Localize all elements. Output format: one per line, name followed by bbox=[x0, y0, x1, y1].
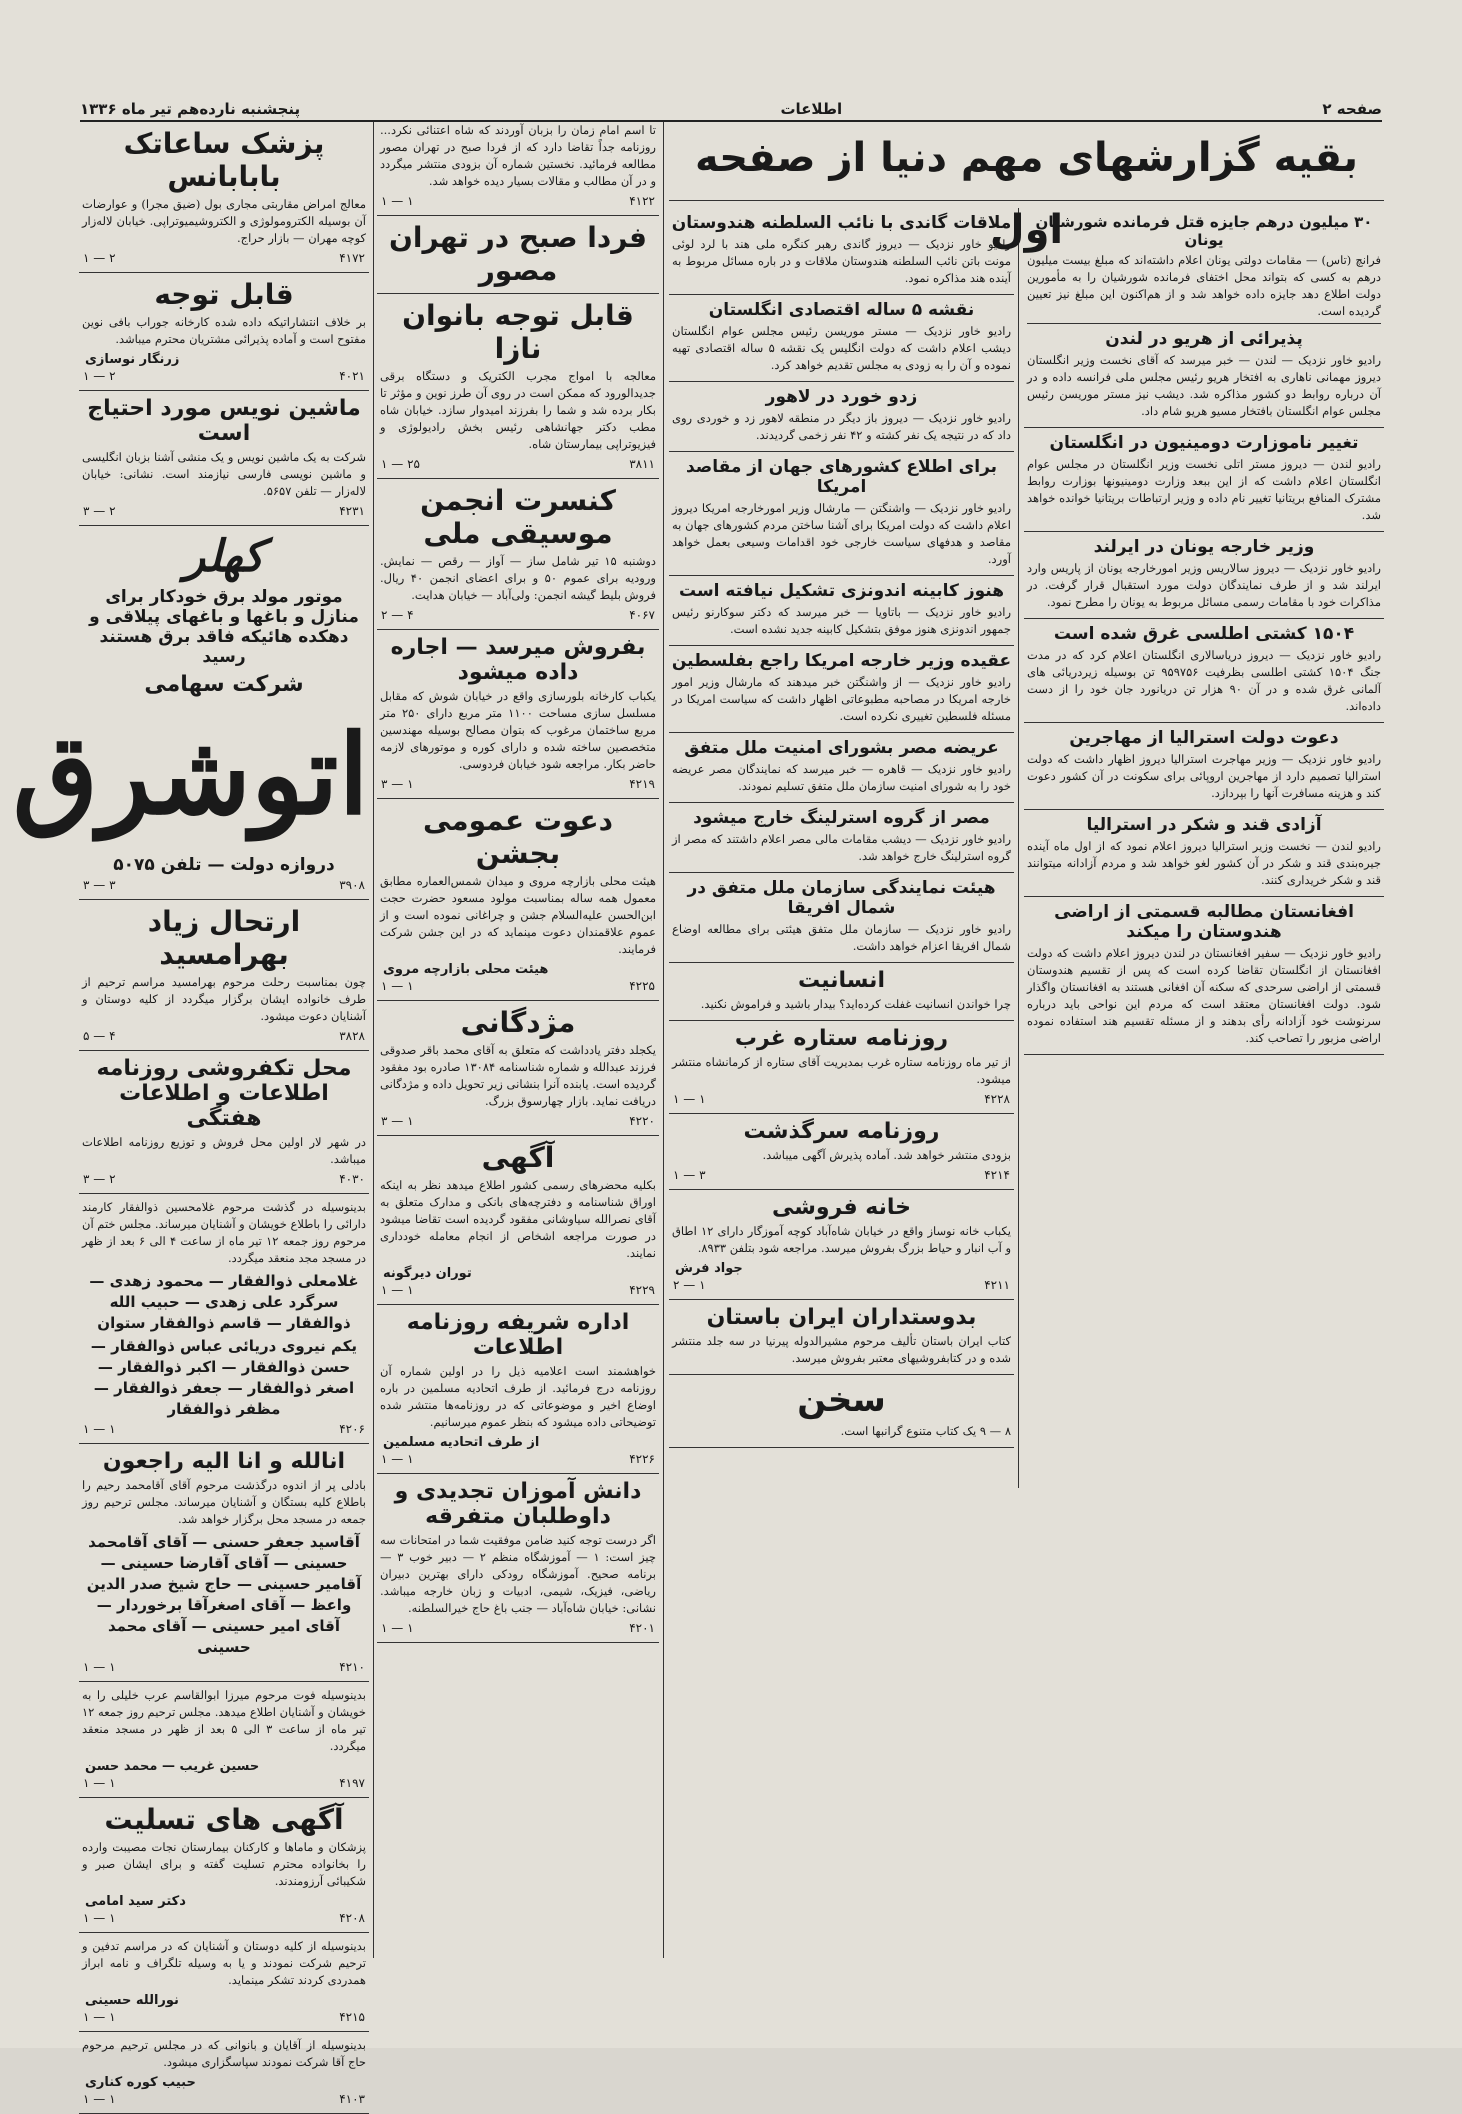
story-text: رادیو خاور نزدیک — از واشنگتن خبر میدهند که مارشال وزیر امور خارجه امریکا در مصاحبه مطبوعاتی اظهار داشت که سیاست امریکا در مسئله فلسطین تغییری نکرده است. bbox=[672, 675, 1011, 723]
ad-number: ۱ — ۱ bbox=[381, 1452, 414, 1466]
story-text: رادیو لندن — دیروز مستر اتلی نخست وزیر انگلستان در مجلس عوام انگلستان اعلام داشت که از این ببعد وزارت دومینیونها بوزارت روابط مشترک المنافع بریتانیا تغییر نام داده و وزیر ارتباطات بریتانیا خوانده خواهد شد. bbox=[1027, 457, 1381, 522]
ad-title: ارتحال زیاد بهرامسید bbox=[147, 905, 301, 971]
lead-story-text: فرانچ (تاس) — مقامات دولتی یونان اعلام داشته‌اند که مبلغ بیست میلیون درهم به کسی که بتواند محل اختفای فرمانده شورشیان را به مأمورین دولت اطلاع دهد جایزه داده خواهد شد و از هم‌اکنون این مبلغ نیز تعیین گردیده است. bbox=[1027, 252, 1381, 324]
ad-text: اگر درست توجه کنید ضامن موفقیت شما در امتحانات سه چیز است: ۱ — آموزشگاه منظم ۲ — دبیر خوب ۳ — برنامه صحیح. آموزشگاه رودکی دارای بهترین دبیران ریاضی، فیزیک، شیمی، ادبیات و زبان خارجه میباشد. نشانی: خیابان شاه‌آباد — جنب باغ حاج خیرالسلطنه. bbox=[380, 1533, 656, 1615]
ad-text: بدینوسیله از کلیه دوستان و آشنایان که در مراسم تدفین و ترحیم شرکت نمودند و یا به وسیله تلگراف و نامه ابراز همدردی کردند تشکر مینماید. bbox=[82, 1939, 366, 1987]
story-text: رادیو خاور نزدیک — دیشب مقامات مالی مصر اعلام داشتند که مصر از گروه استرلینگ خارج خواهد شد. bbox=[672, 832, 1011, 863]
ad-code: ۴۲۱۹ bbox=[629, 777, 655, 791]
notice-title: سخن bbox=[797, 1380, 886, 1420]
ad-code: ۴۲۰۸ bbox=[339, 1911, 365, 1925]
ad-ref bbox=[83, 1172, 365, 1186]
date-line: پنجشنبه نارده‌هم تیر ماه ۱۳۳۶ bbox=[80, 100, 301, 118]
ad-text: خواهشمند است اعلامیه ذیل را در اولین شماره آن روزنامه درج فرمائید. از طرف اتحادیه مسلمین در باره اوضاع اخیر و موضوعاتی که در روزنامه‌ها منتشر شده توضیحاتی داده میشود که بنظر عموم میرسانیم. bbox=[380, 1364, 656, 1429]
notice-block bbox=[669, 968, 1014, 1021]
ad-block bbox=[79, 1056, 369, 1194]
ad-block bbox=[79, 1449, 369, 1682]
notice-ref bbox=[673, 1092, 1010, 1106]
ad-code: ۳۸۲۸ bbox=[339, 1029, 365, 1043]
notice-text: کتاب ایران باستان تألیف مرحوم مشیرالدوله پیرنیا در سه جلد منتشر شده و در کتابفروشیهای معتبر بفروش میرسد. bbox=[672, 1334, 1011, 1365]
ad-code: ۴۰۶۷ bbox=[629, 608, 655, 622]
ad-title: قابل توجه bbox=[154, 278, 294, 311]
ad-title: محل تکفروشی روزنامه اطلاعات و اطلاعات هفتگی bbox=[96, 1056, 352, 1131]
ad-ref bbox=[83, 2092, 365, 2106]
ad-block bbox=[377, 1141, 659, 1305]
ad-ref bbox=[381, 194, 655, 208]
ad-signature: از طرف اتحادیه مسلمین bbox=[383, 1435, 540, 1450]
ad-signature: حسین غریب — محمد حسن bbox=[85, 1759, 260, 1774]
story-text: رادیو خاور نزدیک — مستر موریسن رئیس مجلس عوام انگلستان دیشب اعلام داشت که دولت انگلیس یک نقشه ۵ ساله اقتصادی تهیه نموده و آن را به زودی به مجلس تقدیم خواهد کرد. bbox=[672, 324, 1011, 372]
ad-number: ۱ — ۱ bbox=[83, 1911, 116, 1925]
ad-block bbox=[79, 1938, 369, 2032]
notice-ref bbox=[673, 1278, 1010, 1292]
notice-block bbox=[669, 1119, 1014, 1190]
ad-code: ۴۰۲۱ bbox=[339, 369, 365, 383]
ad-text: بادلی پر از اندوه درگذشت مرحوم آقای آقامحمد رحیم را باطلاع کلیه بستگان و آشنایان میرساند. مجلس ترحیم روز جمعه در مسجد محل برگزار خواهد شد. bbox=[82, 1478, 366, 1526]
story-title: نقشه ۵ ساله اقتصادی انگلستان bbox=[708, 300, 975, 320]
story-text: رادیو خاور نزدیک — باتاویا — خبر میرسد که دکتر سوکارنو رئیس جمهور اندونزی هنوز موفق بتشکیل کابینه جدید نشده است. bbox=[672, 605, 1011, 636]
notice-ref bbox=[673, 1168, 1010, 1182]
story-title: عریضه مصر بشورای امنیت ملل متفق bbox=[684, 738, 999, 758]
news-story bbox=[669, 808, 1014, 873]
ad-block bbox=[79, 2037, 369, 2114]
ad-signature: نورالله حسینی bbox=[85, 1993, 179, 2008]
ad-title: انالله و انا الیه راجعون bbox=[102, 1449, 346, 1474]
ad-title: دعوت عمومی بجشن bbox=[422, 804, 614, 870]
news-story bbox=[669, 213, 1014, 295]
story-title: آزادی قند و شکر در استرالیا bbox=[1086, 815, 1322, 835]
ad-code: ۴۲۱۵ bbox=[339, 2010, 365, 2024]
ad-ref bbox=[83, 504, 365, 518]
ad-title: آگهی bbox=[481, 1141, 555, 1174]
news-story bbox=[1024, 537, 1384, 619]
ad-text: هیئت محلی بازارچه مروی و میدان شمس‌العماره مطابق معمول همه ساله بمناسبت مولود مسعود حضرت حجت ابن‌الحسن علیه‌السلام جشن و چراغانی نموده است و از عموم علاقمندان دعوت مینماید که در این جشن شرکت فرمایند. bbox=[380, 874, 656, 956]
ad-text: موتور مولد برق خودکار برای منازل و باغها و باغهای پیلاقی و دهکده هائیکه فاقد برق هستند رسید bbox=[89, 587, 359, 667]
ad-number: ۱ — ۱ bbox=[83, 1660, 116, 1674]
ad-block bbox=[79, 127, 369, 273]
ad-text: دوشنبه ۱۵ تیر شامل ساز — آواز — رقص — نمایش. ورودیه برای عموم ۵۰ و برای اعضای انجمن ۴۰ ریال. فروش بلیط گیشه انجمن: ولی‌آباد — خیابان هدایت. bbox=[380, 554, 656, 602]
ad-block bbox=[79, 1687, 369, 1798]
paper-name: اطلاعات bbox=[780, 100, 843, 118]
ad-names: یکم نیروی دریائی عباس ذوالفقار — حسن ذوالفقار — اکبر ذوالفقار — اصغر ذوالفقار — جعفر ذوالفقار — مظفر ذوالفقار bbox=[90, 1337, 358, 1418]
ad-ref bbox=[381, 1114, 655, 1128]
ad-ref bbox=[83, 1422, 365, 1436]
ad-number: ۲ — ۱ bbox=[83, 251, 116, 265]
story-title: پذیرائی از هریو در لندن bbox=[1105, 329, 1303, 349]
ad-number: ۱ — ۳ bbox=[381, 777, 414, 791]
story-title: افغانستان مطالبه قسمتی از اراضی هندوستان را میکند bbox=[1054, 902, 1354, 942]
notice-block bbox=[669, 1195, 1014, 1300]
lead-story-title: ۳۰ میلیون درهم جایزه قتل فرمانده شورشیان یونان bbox=[1035, 213, 1373, 249]
notice-block bbox=[669, 1305, 1014, 1375]
ad-code: ۴۲۲۸ bbox=[984, 1092, 1010, 1106]
ad-number: ۳ — ۱ bbox=[673, 1168, 706, 1182]
column-news-right bbox=[1024, 208, 1384, 1958]
news-story bbox=[1024, 433, 1384, 532]
ad-code: ۴۱۰۳ bbox=[339, 2092, 365, 2106]
ad-ref bbox=[83, 1660, 365, 1674]
ad-code: ۴۲۲۵ bbox=[629, 979, 655, 993]
ad-title: ماشین نویس مورد احتیاج است bbox=[87, 396, 361, 446]
ad-code: ۳۸۱۱ bbox=[629, 457, 655, 471]
ad-number: ۱ — ۳ bbox=[381, 1114, 414, 1128]
ad-title: اداره شریفه روزنامه اطلاعات bbox=[406, 1310, 630, 1360]
story-title: مصر از گروه استرلینگ خارج میشود bbox=[693, 808, 990, 828]
story-text: رادیو خاور نزدیک — واشنگتن — مارشال وزیر امورخارجه امریکا دیروز اعلام داشت که دولت امریکا برای آشنا ساختن مردم کشورهای جهان به مقاصد و هدفهای سیاست خارجی خود اقدامات وسیعی بعمل خواهد آورد. bbox=[672, 501, 1011, 566]
ad-number: ۲ — ۱ bbox=[83, 369, 116, 383]
ad-block bbox=[377, 484, 659, 630]
notice-title: خانه فروشی bbox=[771, 1195, 912, 1220]
news-story bbox=[669, 387, 1014, 452]
ad-number: ۲ — ۳ bbox=[83, 504, 116, 518]
ad-block bbox=[377, 1006, 659, 1136]
ad-block bbox=[377, 1479, 659, 1643]
column-ads-left bbox=[12, 122, 369, 2106]
notice-text: ۸ — ۹ یک کتاب متنوع گرانبها است. bbox=[840, 1424, 1011, 1438]
ad-ref bbox=[381, 1283, 655, 1297]
news-story bbox=[669, 738, 1014, 803]
ad-code: ۴۲۱۰ bbox=[339, 1660, 365, 1674]
ad-ref bbox=[381, 1452, 655, 1466]
ad-code: ۴۲۰۱ bbox=[629, 1621, 655, 1635]
notice-title: انسانیت bbox=[798, 968, 885, 993]
story-text: رادیو خاور نزدیک — قاهره — خبر میرسد که نمایندگان مصر عریضه خود را به شورای امنیت سازمان ملل متفق تسلیم نمودند. bbox=[672, 762, 1011, 793]
page-header bbox=[80, 98, 1382, 122]
ad-title: بفروش میرسد — اجاره داده میشود bbox=[390, 635, 646, 685]
ad-block bbox=[79, 278, 369, 391]
ad-title: مژدگانی bbox=[460, 1006, 576, 1039]
ad-code: ۴۲۳۱ bbox=[339, 504, 365, 518]
ad-code: ۴۰۳۰ bbox=[339, 1172, 365, 1186]
ad-code: ۴۱۹۷ bbox=[339, 1776, 365, 1790]
ad-title: دانش آموزان تجدیدی و داوطلبان متفرقه bbox=[394, 1479, 642, 1529]
ad-number: ۱ — ۱ bbox=[83, 2092, 116, 2106]
story-title: هیئت نمایندگی سازمان ملل متفق در شمال افریقا bbox=[687, 878, 996, 918]
story-title: هنوز کابینه اندونزی تشکیل نیافته است bbox=[678, 581, 1005, 601]
ad-text: معالج امراض مقاربتی مجاری بول (ضیق مجرا) و عوارضات آن بوسیله الکترومولوژی و الکتروشیمیوتراپی. خیابان لاله‌زار کوچه مهران — بازار حراج. bbox=[82, 197, 366, 245]
notice-title: بدوستداران ایران باستان bbox=[706, 1305, 977, 1330]
story-title: ملاقات گاندی با نائب السلطنه هندوستان bbox=[671, 213, 1012, 233]
ad-names: آقاسید جعفر حسنی — آقای آقامحمد حسینی — آقای آقارضا حسینی — آقامیر حسینی — حاج شیخ صدر الدین واعظ — آقای اصغرآقا برخوردار — آقای امیر حسینی — آقای محمد حسینی bbox=[86, 1533, 362, 1656]
ad-number: ۳ — ۳ bbox=[83, 878, 116, 892]
ad-signature: دکتر سید امامی bbox=[85, 1894, 186, 1909]
ad-text: بر خلاف انتشاراتیکه داده شده کارخانه جوراب بافی نوین مفتوح است و آماده پذیرائی مشتریان محترم میباشد. bbox=[82, 315, 366, 346]
ad-number: ۱ — ۲ bbox=[673, 1278, 706, 1292]
ad-code: ۴۲۰۶ bbox=[339, 1422, 365, 1436]
ad-number: ۱ — ۱ bbox=[673, 1092, 706, 1106]
ad-code: ۴۲۱۴ bbox=[984, 1168, 1010, 1182]
ad-number: ۱ — ۱ bbox=[381, 1283, 414, 1297]
notice-signature: جواد فرش bbox=[675, 1261, 743, 1276]
story-title: تغییر ناموزارت دومینیون در انگلستان bbox=[1049, 433, 1359, 453]
ad-text: شرکت به یک ماشین نویس و یک منشی آشنا بزبان انگلیسی و ماشین نویسی فارسی نیازمند است. نشانی: خیابان لاله‌زار — تلفن ۵۶۵۷. bbox=[82, 450, 366, 498]
ad-ref bbox=[83, 1776, 365, 1790]
story-title: زدو خورد در لاهور bbox=[765, 387, 918, 407]
ad-title: پزشک ساعاتک بابابانس bbox=[123, 127, 325, 193]
ad-title: آگهی های تسلیت bbox=[104, 1803, 344, 1836]
story-text: رادیو خاور نزدیک — دیروز دریاسالاری انگلستان اعلام کرد که در مدت جنگ ۱۵۰۴ کشتی اطلسی بظرفیت ۹۵۹۷۵۶ تن بوسیله زیردریائی های آلمانی غرق شده و در آن ۹۰ هزار تن دریانورد جان خود را از دست داده‌اند. bbox=[1027, 648, 1382, 713]
ad-ref bbox=[381, 608, 655, 622]
ad-text: معالجه با امواج مجرب الکتریک و دستگاه برقی جدیدالورود که ممکن است در روی آن طرز نوین و مؤثر تا بکار برده شد و شما را بفرزند امیدوار سازد. خیابان شاه مطب دکتر جهانشاهی رئیس بخش رادیولوژی و فیزیوتراپی بیمارستان شاه. bbox=[380, 369, 656, 451]
notice-text: چرا خواندن انسانیت غفلت کرده‌اید؟ بیدار باشید و فراموش نکنید. bbox=[700, 997, 1011, 1011]
ad-code: ۴۲۲۶ bbox=[629, 1452, 655, 1466]
story-text: رادیو خاور نزدیک — دیروز باز دیگر در منطقه لاهور زد و خوردی روی داد که در نتیجه یک نفر کشته و ۴۲ نفر زخمی گردیدند. bbox=[672, 411, 1011, 442]
ad-block bbox=[377, 299, 659, 479]
notice-block bbox=[669, 1380, 1014, 1448]
news-story bbox=[1024, 329, 1384, 428]
story-title: وزیر خارجه یونان در ایرلند bbox=[1093, 537, 1315, 557]
ad-block bbox=[79, 396, 369, 526]
ad-number: ۱ — ۱ bbox=[381, 1621, 414, 1635]
notice-text: یکباب خانه نوساز واقع در خیابان شاه‌آباد کوچه آموزگار دارای ۱۲ اطاق و آب انبار و حیاط بزرگ بفروش میرسد. مراجعه شود بتلفن ۸۹۳۳. bbox=[672, 1224, 1011, 1255]
brand-address: دروازه دولت — تلفن ۵۰۷۵ bbox=[113, 855, 335, 875]
column-rule bbox=[373, 122, 374, 1958]
ad-number: ۴ — ۲ bbox=[381, 608, 414, 622]
ad-title: کنسرت انجمن موسیقی ملی bbox=[420, 484, 616, 550]
news-story bbox=[1024, 815, 1384, 897]
notice-title: روزنامه سرگذشت bbox=[743, 1119, 940, 1144]
ad-ref bbox=[381, 457, 655, 471]
ad-block bbox=[79, 1199, 369, 1444]
ad-ref bbox=[83, 369, 365, 383]
ad-signature: شرکت سهامی bbox=[144, 672, 304, 697]
ad-block bbox=[377, 635, 659, 799]
ad-ref bbox=[83, 878, 365, 892]
notice-text: از تیر ماه روزنامه ستاره غرب بمدیریت آقای ستاره از کرمانشاه منتشر میشود. bbox=[672, 1055, 1011, 1086]
ad-number: ۱ — ۱ bbox=[381, 194, 414, 208]
story-title: دعوت دولت استرالیا از مهاجرین bbox=[1069, 728, 1339, 748]
ad-ref bbox=[83, 1911, 365, 1925]
ad-text: بدینوسیله در گذشت مرحوم غلامحسین ذوالفقار کارمند دارائی را باطلاع خویشان و آشنایان میرساند. مجلس ختم آن مرحوم روز جمعه ۱۲ تیر ماه از ساعت ۴ الی ۶ بعد از ظهر در مسجد مجد منعقد میگردد. bbox=[82, 1200, 366, 1265]
page-label: صفحه ۲ bbox=[1322, 100, 1382, 118]
ad-title: کهلر bbox=[183, 531, 265, 582]
notice-title: روزنامه ستاره غرب bbox=[734, 1026, 949, 1051]
news-story bbox=[669, 457, 1014, 576]
ad-text: در شهر لار اولین محل فروش و توزیع روزنامه اطلاعات میباشد. bbox=[82, 1135, 366, 1166]
ad-number: ۲۵ — ۱ bbox=[381, 457, 420, 471]
ad-title: فردا صبح در تهران مصور bbox=[388, 221, 648, 287]
story-title: برای اطلاع کشورهای جهان از مقاصد امریکا bbox=[685, 457, 998, 497]
ad-code: ۴۱۲۲ bbox=[629, 194, 655, 208]
story-title: ۱۵۰۴ کشتی اطلسی غرق شده است bbox=[1053, 624, 1355, 644]
ad-number: ۱ — ۱ bbox=[83, 2010, 116, 2024]
ad-block bbox=[79, 905, 369, 1051]
notice-block bbox=[669, 1026, 1014, 1114]
column-rule bbox=[663, 122, 664, 1958]
story-text: رادیو لندن — نخست وزیر استرالیا دیروز اعلام نمود که از اول ماه آینده جیره‌بندی قند و شکر در آن کشور لغو خواهد شد و مردم آزادانه میتوانند قند و شکر خریداری کنند. bbox=[1027, 839, 1381, 887]
story-text: رادیو خاور نزدیک — دیروز گاندی رهبر کنگره ملی هند با لرد لوئی مونت باتن نائب السلطنه هندوستان ملاقات و در باره مسائل مربوط به آینده هند مذاکره نمود. bbox=[672, 237, 1011, 285]
story-text: رادیو خاور نزدیک — سفیر افغانستان در لندن دیروز اعلام داشت که دولت افغانستان از انگلستان تقاضا کرده است که پس از تقسیم هندوستان قسمتی از اراضی سرحدی که سکنه آن افغانی هستند به افغانستان واگذار شود. دولت افغانستان معتقد است که مردم این نواحی باید درباره سرنوشت خود آزادانه رأی بدهند و از مسئله تقسیم هند استفاده نموده اراضی مزبور را تصاحب کند. bbox=[1027, 946, 1381, 1045]
ad-text: بدینوسیله از آقایان و بانوانی که در مجلس ترحیم مرحوم حاج آقا شرکت نمودند سپاسگزاری میشود. bbox=[82, 2038, 366, 2069]
news-story bbox=[1024, 902, 1384, 1055]
ad-block bbox=[377, 221, 659, 294]
ad-signature: زرنگار نوسازی bbox=[85, 352, 180, 367]
news-story bbox=[669, 300, 1014, 382]
story-text: رادیو خاور نزدیک — سازمان ملل متفق هیئتی برای مطالعه اوضاع شمال افریقا اعزام خواهد داشت. bbox=[672, 922, 1011, 953]
news-story bbox=[669, 878, 1014, 963]
ad-block bbox=[12, 531, 369, 900]
ad-names: غلامعلی ذوالفقار — محمود زهدی — سرگرد علی زهدی — حبیب الله ذوالفقار — قاسم ذوالفقار ستوان bbox=[89, 1272, 359, 1332]
story-text: رادیو خاور نزدیک — لندن — خبر میرسد که آقای نخست وزیر انگلستان دیروز مهمانی ناهاری به افتخار هریو رئیس مجلس ملی فرانسه داده و در آن درباره روابط دو کشور مذاکره شد. دیشب نیز مستر موریسن رئیس مجلس عوام انگلستان بافتخار مسیو هریو شام داد. bbox=[1027, 353, 1381, 418]
ad-ref bbox=[381, 777, 655, 791]
ad-code: ۴۱۷۲ bbox=[339, 251, 365, 265]
news-story bbox=[1024, 728, 1384, 810]
ad-text: بکلیه محضرهای رسمی کشور اطلاع میدهد نظر به اینکه اوراق شناسنامه و دفترچه‌های بانکی و مدارک متعلق به آقای نصرالله سیاوشانی مفقود گردیده است تقاضا میشود در صورت مراجعه اشخاص از انجام معامله خودداری نمایند. bbox=[380, 1178, 656, 1260]
ad-code: ۴۲۲۹ bbox=[629, 1283, 655, 1297]
ad-ref bbox=[83, 1029, 365, 1043]
ad-text: بدینوسیله فوت مرحوم میرزا ابوالقاسم عرب خلیلی را به خویشان و آشنایان اطلاع میدهد. مجلس ترحیم روز جمعه ۱۲ تیر ماه از ساعت ۳ الی ۵ بعد از ظهر در مسجد منعقد میگردد. bbox=[82, 1688, 366, 1753]
story-title: عقیده وزیر خارجه امریکا راجع بفلسطین bbox=[671, 651, 1012, 671]
ad-code: ۴۲۲۰ bbox=[629, 1114, 655, 1128]
ad-ref bbox=[381, 979, 655, 993]
ad-ref bbox=[83, 251, 365, 265]
ad-number: ۲ — ۳ bbox=[83, 1172, 116, 1186]
column-news-left bbox=[669, 208, 1014, 1958]
news-story bbox=[669, 651, 1014, 733]
ad-block bbox=[377, 122, 659, 216]
ad-code: ۴۲۱۱ bbox=[984, 1278, 1010, 1292]
ad-text: پزشکان و ماماها و کارکنان بیمارستان نجات مصیبت وارده را بخانواده محترم تسلیت گفته و برای ایشان صبر و شکیبائی آرزومندند. bbox=[82, 1840, 366, 1888]
ad-number: ۱ — ۱ bbox=[83, 1776, 116, 1790]
ad-text: یکجلد دفتر یادداشت که متعلق به آقای محمد باقر صدوقی فرزند عبدالله و شماره شناسنامه ۱۳۰۸۴ صادره بود مفقود گردیده است. یابنده آنرا بنشانی زیر تحویل داده و مژدگانی دریافت نماید. بازار چهارسوق بزرگ. bbox=[380, 1043, 656, 1108]
ad-ref bbox=[381, 1621, 655, 1635]
brand-logo: اتوشرق bbox=[12, 710, 369, 839]
ad-block bbox=[79, 1803, 369, 1933]
ad-ref bbox=[83, 2010, 365, 2024]
ad-signature: هیئت محلی بازارچه مروی bbox=[383, 962, 549, 977]
ad-code: ۳۹۰۸ bbox=[339, 878, 365, 892]
page-headline: بقیه گزارشهای مهم دنیا از صفحه اول bbox=[669, 122, 1384, 201]
ad-signature: توران دیرگونه bbox=[383, 1266, 472, 1281]
news-story bbox=[669, 581, 1014, 646]
ad-signature: حبیب کوره کناری bbox=[85, 2075, 196, 2090]
story-text: رادیو خاور نزدیک — دیروز سالاریس وزیر امورخارجه یونان از پاریس وارد ایرلند شد و از طرف نمایندگان دولت مورد استقبال قرار گرفت. در مذاکرات خود با مقامات رسمی مسائل مربوط به یونان را مطرح نمود. bbox=[1027, 561, 1381, 609]
ad-block bbox=[377, 804, 659, 1001]
ad-text: یکباب کارخانه بلورسازی واقع در خیابان شوش که مقابل مسلسل سازی مساحت ۱۱۰۰ متر مربع دارای ۲۵۰ متر مربع ساختمان مرغوب که بتوان مصالح بوسیله مهندسین متخصصین ساخته شده و دارای کوره و موتورهای لازمه حاضر بکار. مراجعه شود خیابان فردوسی. bbox=[380, 689, 656, 771]
ad-number: ۴ — ۵ bbox=[83, 1029, 116, 1043]
notice-text: بزودی منتشر خواهد شد. آماده پذیرش آگهی میباشد. bbox=[762, 1148, 1011, 1162]
ad-text: تا اسم امام زمان را بزبان آوردند که شاه اعتنائی نکرد... روزنامه جداً تقاضا دارد که از فردا صبح در تهران مصور مطالعه فرمائید. نخستین شماره آن بزودی منتشر میگردد و در آن مطالب و مقالات بسیار دیده خواهد شد. bbox=[380, 123, 656, 188]
column-ads-middle bbox=[377, 122, 659, 1958]
story-text: رادیو خاور نزدیک — وزیر مهاجرت استرالیا دیروز اظهار داشت که دولت استرالیا تصمیم دارد از مهاجرین اروپائی برای سکونت در آن کشور دعوت کند و هزینه مسافرت آنها را بپردازد. bbox=[1027, 752, 1381, 800]
ad-title: قابل توجه بانوان نازا bbox=[402, 299, 634, 365]
ad-number: ۱ — ۱ bbox=[381, 979, 414, 993]
news-story bbox=[1024, 624, 1384, 723]
ad-number: ۱ — ۱ bbox=[83, 1422, 116, 1436]
ad-block bbox=[377, 1310, 659, 1474]
ad-text: چون بمناسبت رحلت مرحوم بهرامسید مراسم ترحیم از طرف خانواده ایشان برگزار میگردد از کلیه دوستان و آشنایان دعوت میشود. bbox=[82, 975, 366, 1023]
